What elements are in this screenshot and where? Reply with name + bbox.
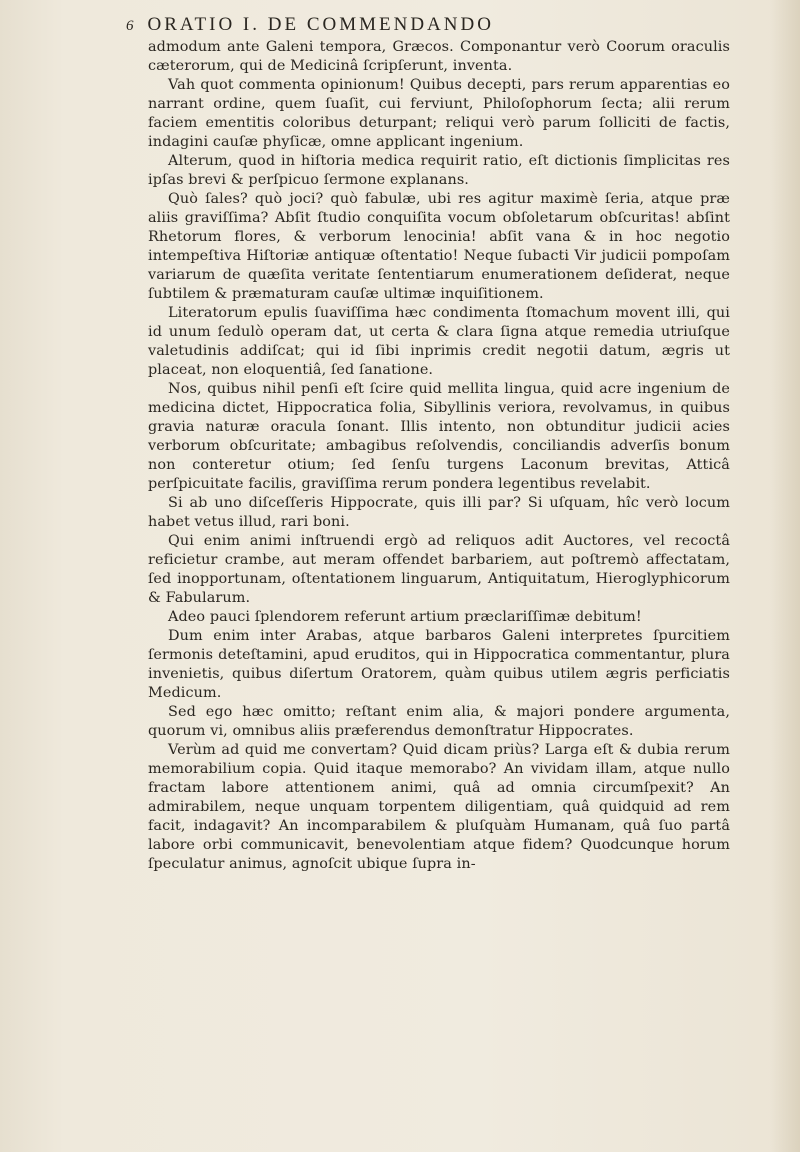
page-edge-shading bbox=[770, 0, 800, 1152]
paragraph: Quò ſales? quò joci? quò fabulæ, ubi res agitur maximè ſeria, atque præ aliis graviſſima? Abſit ſtudio conquiſita vocum obſoletarum obſcuritas! abſint Rhetorum flores, & verborum lenocinia! abſit vana & in hoc negotio intempeſtiva Hiſtoriæ antiquæ oſtentatio! Neque ſubacti Vir judicii pompoſam variarum de quæſita veritate ſententiarum enumerationem deſiderat, neque ſubtilem & præmaturam cauſæ ultimæ inquiſitionem. bbox=[148, 191, 730, 302]
paragraph: Dum enim inter Arabas, atque barbaros Galeni interpretes ſpurcitiem ſermonis deteſtamini, apud eruditos, qui in Hippocratica commentantur, plura invenietis, quibus diſertum Oratorem, quàm quibus utilem ægris perficiatis Medicum. bbox=[148, 628, 730, 701]
paragraph: Qui enim animi inſtruendi ergò ad reliquos adit Auctores, vel recoctâ reficietur crambe, aut meram offendet barbariem, aut poſtremò affectatam, ſed inopportunam, oſtentationem linguarum, Antiquitatum, Hieroglyphicorum & Fabularum. bbox=[148, 533, 730, 606]
paragraph: Nos, quibus nihil penſi eſt ſcire quid mellita lingua, quid acre ingenium de medicina dictet, Hippocratica folia, Sibyllinis veriora, revolvamus, in quibus gravia naturæ oracula ſonant. Illis intento, non obtunditur judicii acies verborum obſcuritate; ambagibus reſolvendis, conciliandis adverſis bonum non conteretur otium; ſed ſenſu turgens Laconum brevitas, Atticâ perſpicuitate facilis, graviſſima rerum pondera legentibus revelabit. bbox=[148, 381, 730, 492]
paragraph: Alterum, quod in hiſtoria medica requirit ratio, eſt dictionis ſimplicitas res ipſas brevi & perſpicuo ſermone explanans. bbox=[148, 153, 730, 188]
text-body bbox=[148, 38, 730, 874]
paragraph: Si ab uno diſceſſeris Hippocrate, quis illi par? Si uſquam, hîc verò locum habet vetus illud, rari boni. bbox=[148, 495, 730, 530]
paragraph: Adeo pauci ſplendorem referunt artium præclariſſimæ debitum! bbox=[168, 609, 642, 625]
page-number: 6 bbox=[126, 18, 134, 34]
paragraph: Sed ego hæc omitto; reſtant enim alia, & majori pondere argumenta, quorum vi, omnibus aliis præferendus demonſtratur Hippocrates. bbox=[148, 704, 730, 739]
running-header bbox=[126, 14, 730, 36]
paragraph: admodum ante Galeni tempora, Græcos. Componantur verò Coorum oraculis cæterorum, qui de Medicinâ ſcripſerunt, inventa. bbox=[148, 39, 730, 74]
paragraph: Literatorum epulis ſuaviſſima hæc condimenta ſtomachum movent illi, qui id unum ſedulò operam dat, ut certa & clara ſigna atque remedia utriuſque valetudinis addiſcat; qui id ſibi inprimis credit negotii datum, ægris ut placeat, non eloquentiâ, ſed ſanatione. bbox=[148, 305, 730, 378]
paragraph: Verùm ad quid me convertam? Quid dicam priùs? Larga eſt & dubia rerum memorabilium copia. Quid itaque memorabo? An vividam illam, atque nullo fractam labore attentionem animi, quâ ad omnia circumſpexit? An admirabilem, neque unquam torpentem diligentiam, quâ quidquid ad rem facit, indagavit? An incomparabilem & pluſquàm Humanam, quâ ſuo partâ labore orbi communicavit, benevolentiam atque fidem? Quodcunque horum ſpeculatur animus, agnoſcit ubique ſupra in- bbox=[148, 742, 730, 872]
paragraph: Vah quot commenta opinionum! Quibus decepti, pars rerum apparentias eo narrant ordine, quem ſuaſit, cui ferviunt, Philoſophorum ſecta; alii rerum faciem ementitis coloribus deturpant; reliqui verò parum ſolliciti de factis, indagini cauſæ phyſicæ, omne applicant ingenium. bbox=[148, 77, 730, 150]
running-title: ORATIO I. DE COMMENDANDO bbox=[147, 14, 494, 35]
